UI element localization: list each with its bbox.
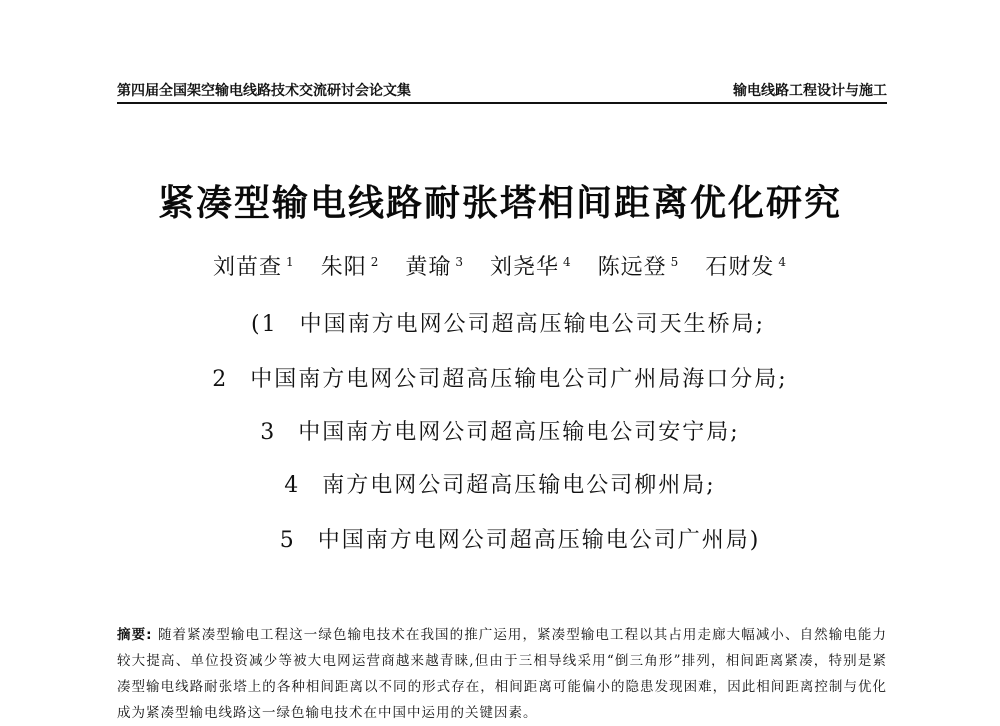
affiliation xyxy=(0,307,1000,338)
affiliation-number: 2 xyxy=(212,367,229,392)
affiliation-text: 中国南方电网公司超高压输电公司安宁局; xyxy=(298,420,740,445)
affiliation xyxy=(0,523,1000,554)
running-header-proceedings: 第四届全国架空输电线路技术交流研讨会论文集 xyxy=(117,83,411,99)
affiliation xyxy=(0,415,1000,446)
author-affiliation-mark: 1 xyxy=(286,255,295,269)
author xyxy=(490,255,572,280)
author-list xyxy=(0,250,1000,281)
author xyxy=(405,255,464,280)
abstract-text: 随着紧凑型输电工程这一绿色输电技术在我国的推广运用，紧凑型输电工程以其占用走廊大幅减小、自然输电能力较大提高、单位投资减少等被大电网运营商越来越青睐,但由于三相导线采用“倒三角形”排列，相间距离紧凑，特别是紧凑型输电线路耐张塔上的各种相间距离以不同的形式存在，相间距离可能偏小的隐患发现困难，因此相间距离控制与优化成为紧凑型输电线路这一绿色输电技术在中国中运用的关键因素。 xyxy=(117,627,888,721)
abstract xyxy=(117,622,887,726)
affiliation-text: 南方电网公司超高压输电公司柳州局; xyxy=(322,473,716,498)
author-affiliation-mark: 4 xyxy=(563,255,572,269)
author xyxy=(705,255,787,280)
author-name: 刘苗查 xyxy=(213,255,283,280)
author-affiliation-mark: 2 xyxy=(370,255,380,269)
author-affiliation-mark: 5 xyxy=(670,255,680,269)
affiliation-text: 中国南方电网公司超高压输电公司天生桥局; xyxy=(299,312,765,337)
author-affiliation-mark: 3 xyxy=(455,255,464,269)
affiliation-number: 3 xyxy=(260,420,277,445)
author-name: 陈远登 xyxy=(597,255,667,280)
author-name: 刘尧华 xyxy=(490,255,560,280)
affiliation-number: (1 xyxy=(250,312,278,337)
author xyxy=(598,255,680,280)
affiliation-number: 5 xyxy=(279,528,296,553)
author-name: 朱阳 xyxy=(320,255,367,280)
author-name: 黄瑜 xyxy=(405,255,452,280)
abstract-label: 摘要: xyxy=(117,627,153,643)
affiliation-text: 中国南方电网公司超高压输电公司广州局海口分局; xyxy=(250,367,788,392)
affiliation xyxy=(0,468,1000,499)
paper-title: 紧凑型输电线路耐张塔相间距离优化研究 xyxy=(157,183,842,224)
affiliation xyxy=(0,362,1000,393)
running-header-section: 输电线路工程设计与施工 xyxy=(733,83,887,99)
affiliation-text: 中国南方电网公司超高压输电公司广州局) xyxy=(317,528,761,553)
author xyxy=(321,255,380,280)
author xyxy=(213,255,295,280)
author-affiliation-mark: 4 xyxy=(778,255,787,269)
author-name: 石财发 xyxy=(705,255,775,280)
running-header xyxy=(117,78,887,104)
affiliation-number: 4 xyxy=(284,473,301,498)
